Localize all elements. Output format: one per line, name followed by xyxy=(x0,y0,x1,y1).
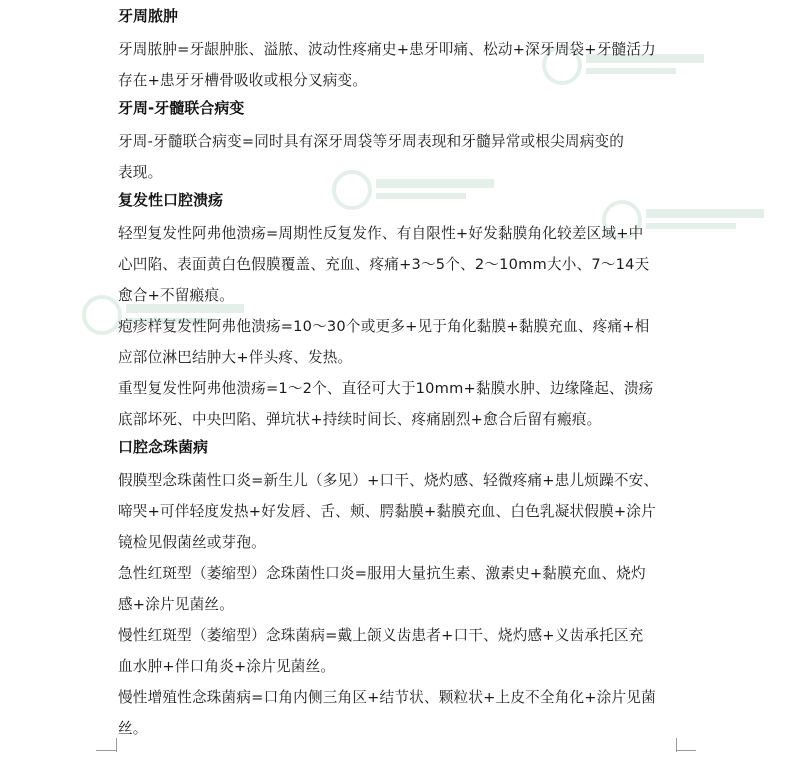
text-line: 啼哭+可伴轻度发热+好发唇、舌、颊、腭黏膜+黏膜充血、白色乳凝状假膜+涂片 xyxy=(118,503,656,520)
text-line: 血水肿+伴口角炎+涂片见菌丝。 xyxy=(118,658,336,675)
text-line: 假膜型念珠菌性口炎=新生儿（多见）+口干、烧灼感、轻微疼痛+患儿烦躁不安、 xyxy=(118,472,659,489)
text-line: 应部位淋巴结肿大+伴头疼、发热。 xyxy=(118,349,353,366)
paragraph xyxy=(118,620,678,682)
text-line: 底部坏死、中央凹陷、弹坑状+持续时间长、疼痛剧烈+愈合后留有瘢痕。 xyxy=(118,411,602,428)
paragraph xyxy=(118,558,678,620)
text-line: 慢性增殖性念珠菌病=口角内侧三角区+结节状、颗粒状+上皮不全角化+涂片见菌 xyxy=(118,689,656,706)
paragraph xyxy=(118,311,678,373)
section-heading: 牙周-牙髓联合病变 xyxy=(118,99,245,117)
text-line: 急性红斑型（萎缩型）念珠菌性口炎=服用大量抗生素、激素史+黏膜充血、烧灼 xyxy=(118,565,646,582)
text-line: 牙周-牙髓联合病变=同时具有深牙周袋等牙周表现和牙髓异常或根尖周病变的 xyxy=(118,133,625,150)
section-heading: 牙周脓肿 xyxy=(118,7,179,25)
paragraph xyxy=(118,34,678,96)
text-line: 牙周脓肿=牙龈肿胀、溢脓、波动性疼痛史+患牙叩痛、松动+深牙周袋+牙髓活力 xyxy=(118,41,656,58)
text-line: 重型复发性阿弗他溃疡=1～2个、直径可大于10mm+黏膜水肿、边缘隆起、溃疡 xyxy=(118,380,654,397)
section-heading: 口腔念珠菌病 xyxy=(118,438,209,456)
text-line: 心凹陷、表面黄白色假膜覆盖、充血、疼痛+3～5个、2～10mm大小、7～14天 xyxy=(118,256,650,273)
text-line: 慢性红斑型（萎缩型）念珠菌病=戴上颌义齿患者+口干、烧灼感+义齿承托区充 xyxy=(118,627,644,644)
text-line: 轻型复发性阿弗他溃疡=周期性反复发作、有自限性+好发黏膜角化较差区域+中 xyxy=(118,225,644,242)
text-line: 感+涂片见菌丝。 xyxy=(118,596,234,613)
crop-mark xyxy=(676,750,696,751)
paragraph xyxy=(118,373,678,435)
text-line: 疱疹样复发性阿弗他溃疡=10～30个或更多+见于角化黏膜+黏膜充血、疼痛+相 xyxy=(118,318,650,335)
text-line: 镜检见假菌丝或芽孢。 xyxy=(118,534,266,551)
text-line: 存在+患牙牙槽骨吸收或根分叉病变。 xyxy=(118,72,368,89)
paragraph xyxy=(118,682,678,744)
text-line: 丝。 xyxy=(118,720,148,737)
text-line: 愈合+不留瘢痕。 xyxy=(118,287,234,304)
crop-mark xyxy=(96,750,116,751)
paragraph xyxy=(118,126,678,188)
section-heading: 复发性口腔溃疡 xyxy=(118,191,224,209)
text-line: 表现。 xyxy=(118,164,163,181)
paragraph xyxy=(118,465,678,558)
crop-mark xyxy=(116,738,117,752)
paragraph xyxy=(118,218,678,311)
document-body xyxy=(118,3,678,744)
